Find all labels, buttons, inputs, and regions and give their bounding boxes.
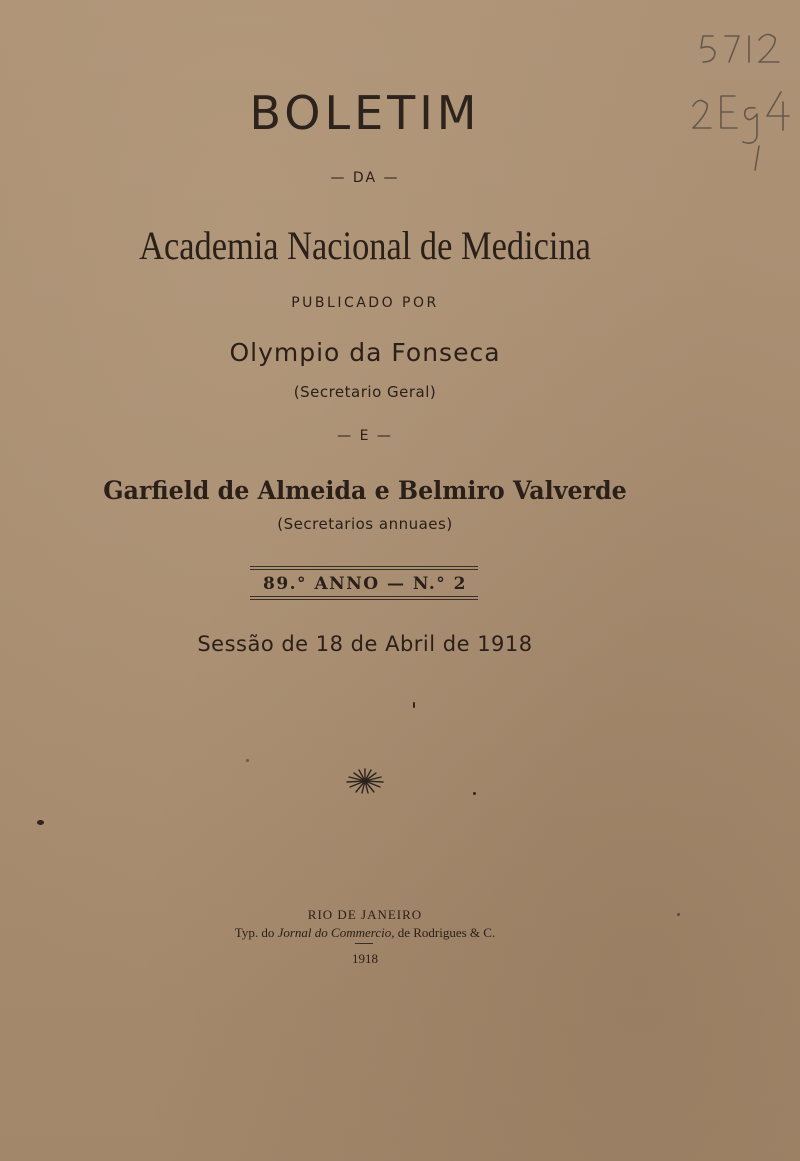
editor-name: Olympio da Fonseca — [229, 338, 501, 367]
issue-rule-bottom-2 — [250, 599, 478, 600]
e-separator: — E — — [337, 428, 393, 444]
paper-speck — [246, 759, 249, 762]
paper-speck — [473, 792, 476, 795]
issue-number: 89.° ANNO — N.° 2 — [262, 574, 468, 594]
imprint-divider — [355, 943, 373, 944]
co-editors-names: Garfield de Almeida e Belmiro Valverde — [103, 476, 627, 505]
editor-role: (Secretario Geral) — [293, 383, 437, 401]
paper-speck — [677, 913, 680, 916]
issue-rule-top-2 — [250, 569, 478, 570]
paper-speck — [413, 702, 415, 708]
document-title: BOLETIM — [249, 86, 481, 140]
co-editors-role: (Secretarios annuaes) — [277, 515, 453, 533]
handwritten-catalog-note — [685, 18, 800, 178]
imprint-typography — [0, 925, 730, 941]
academy-name: Academia Nacional de Medicina — [139, 223, 591, 268]
imprint-city: RIO DE JANEIRO — [307, 907, 423, 922]
imprint-year: 1918 — [352, 951, 378, 966]
imprint-typ-prefix: Typ. do — [234, 925, 275, 940]
imprint-journal: Jornal do Commercio, — [277, 925, 395, 940]
imprint-typ-suffix: de Rodrigues & C. — [397, 925, 496, 940]
published-by-label: PUBLICADO POR — [291, 295, 439, 311]
sunburst-ornament-icon — [340, 766, 390, 796]
da-separator: — DA — — [330, 170, 400, 186]
issue-rule-top — [250, 566, 478, 567]
session-date: Sessão de 18 de Abril de 1918 — [197, 632, 533, 656]
paper-speck — [37, 820, 44, 825]
issue-rule-bottom — [250, 596, 478, 597]
